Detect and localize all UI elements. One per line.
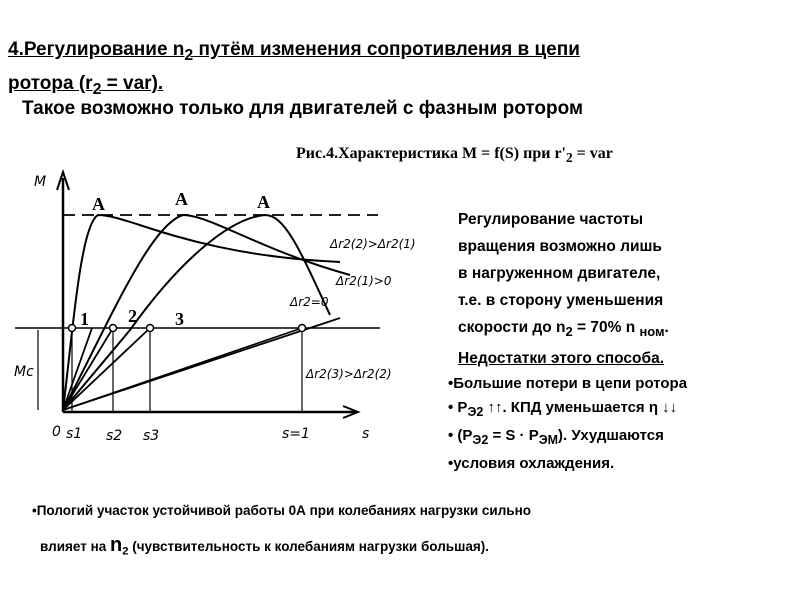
subheading: Такое возможно только для двигателей с фазным ротором [22,98,584,119]
tick-s-one: s=1 [282,426,310,442]
bullet-item [448,424,687,452]
curve-label-dr0: Δr2=0 [290,295,329,309]
note-line: т.е. в сторону уменьшения [458,292,664,309]
bullet-text: • (Р [448,427,473,444]
note-text: . [664,319,669,336]
bullet-text: = S · Р [488,427,539,444]
peak-label: А [92,194,105,214]
drawbacks-heading: Недостатки этого способа. [458,350,665,368]
tick-s2: s2 [106,428,123,444]
note-text: скорости до n [458,319,566,336]
bottom-text: (чувствительность к колебаниям нагрузки большая). [128,539,489,554]
origin-label: 0 [52,424,61,440]
bullet-text: ↑↑. КПД уменьшается η ↓↓ [483,399,678,416]
heading-line1-text: 4.Регулирование n [8,39,185,60]
drawbacks-list [448,372,687,476]
tick-s1: s1 [66,426,83,442]
note-line: Регулирование частоты [458,211,644,228]
point-label-3: 3 [175,309,184,329]
curve-dr0 [63,215,340,410]
curve-label-dr2: Δr2(2)>Δr2(1) [330,237,416,251]
note-line: в нагруженном двигателе, [458,265,661,282]
x-axis-label: s [362,426,370,442]
heading-line2-rest: = var). [101,72,164,94]
bullet-item: •условия охлаждения. [448,455,615,472]
note-line: вращения возможно лишь [458,238,662,255]
bullet-text: • Р [448,399,468,416]
bullet-sub: Э2 [472,433,489,447]
bullet-item: •Большие потери в цепи ротора [448,375,688,392]
heading-line1-rest: путём изменения сопротивления в цепи [193,39,580,60]
tick-s3: s3 [143,428,160,444]
curve-label-dr3: Δr2(3)>Δr2(2) [306,367,392,381]
peak-label: А [257,192,270,212]
bullet-sub: ЭМ [538,433,559,447]
heading-sub: 2 [92,80,102,98]
bottom-line: •Пологий участок устойчивой работы 0А при колебаниях нагрузки сильно [32,503,532,518]
curve-dr2 [63,215,330,410]
bottom-text: n [109,534,123,556]
bottom-line [32,528,531,569]
mc-label: Мс [14,364,34,380]
point-s-one [299,325,306,332]
bullet-text: ). Ухудшаются [558,427,664,444]
heading-sub: 2 [184,46,194,64]
point-s3 [147,325,154,332]
curve-label-dr1: Δr2(1)>0 [336,274,392,288]
bottom-text: влияет на [40,539,110,554]
regulation-note [458,206,669,372]
bottom-sub: 2 [122,545,129,558]
caption-text: Рис.4.Характеристика М = f(S) при r' [296,145,566,162]
y-axis-label: М [34,174,47,190]
peak-label: А [175,189,188,209]
note-line [458,314,669,345]
point-label-2: 2 [128,306,137,326]
point-label-1: 1 [80,309,89,329]
note-text: = 70% n [572,319,640,336]
caption-sub: 2 [565,150,573,166]
bullet-item [448,396,687,424]
bottom-note [32,494,531,569]
point-s1 [69,325,76,332]
note-sub: 2 [565,324,573,340]
bullet-sub: Э2 [467,405,484,419]
note-sub: ном [639,324,665,340]
caption-rest: = var [572,145,613,162]
point-s2 [110,325,117,332]
heading-line2-text: ротора (r [8,72,93,94]
